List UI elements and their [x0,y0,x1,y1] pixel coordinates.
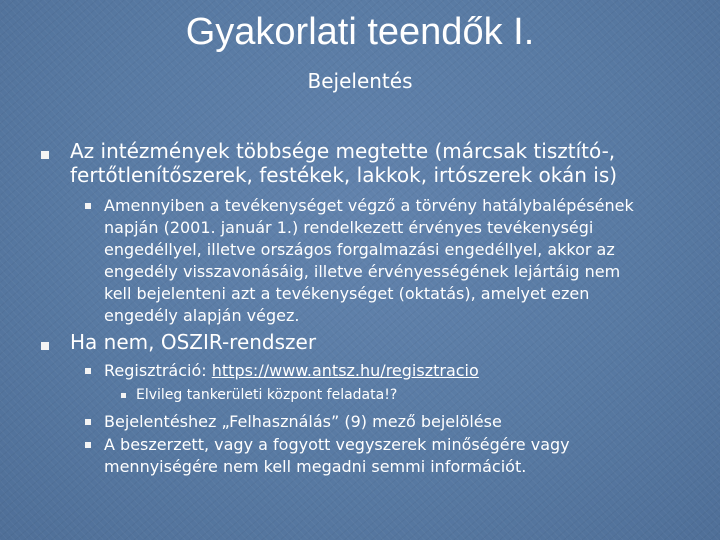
bullet-1-line-1: Az intézmények többsége megtette (márcsak tisztító-, [70,139,616,163]
sub-bullet-2-text: Bejelentéshez „Felhasználás” (9) mező bejelölése [104,412,502,431]
sub-bullet-line-4: engedély visszavonásáig, illetve érvényességének lejártáig nem [104,262,621,281]
square-bullet-icon [85,368,91,374]
bullet-1-line-2: fertőtlenítőszerek, festékek, lakkok, irtószerek okán is) [70,163,618,187]
square-bullet-icon [85,419,91,425]
square-bullet-icon [41,151,49,159]
square-bullet-icon [85,203,91,209]
sub-bullet-line-6: engedély alapján végez. [104,306,300,325]
square-bullet-icon [41,342,49,350]
slide-title: Gyakorlati teendők I. [185,11,535,53]
registration-label: Regisztráció: [104,361,212,380]
sub-bullet-line-1: Amennyiben a tevékenységet végző a törvény hatálybalépésének [104,196,634,215]
registration-link[interactable]: https://www.antsz.hu/regisztracio [211,361,479,380]
square-bullet-icon [121,393,126,398]
sub-sub-bullet-text: Elvileg tankerületi központ feladata!? [136,387,398,403]
sub-bullet-3-line-1: A beszerzett, vagy a fogyott vegyszerek minőségére vagy [104,435,570,454]
bullet-2-text: Ha nem, OSZIR-rendszer [70,330,317,354]
slide-subtitle: Bejelentés [307,69,413,93]
sub-bullet-line-5: kell bejelenteni azt a tevékenységet (oktatás), amelyet ezen [104,284,590,303]
square-bullet-icon [85,442,91,448]
registration-line [104,361,479,381]
sub-bullet-3-line-2: mennyiségére nem kell megadni semmi információt. [104,457,527,476]
sub-bullet-line-2: napján (2001. január 1.) rendelkezett érvényes tevékenységi [104,218,594,237]
sub-bullet-line-3: engedéllyel, illetve országos forgalmazási engedéllyel, akkor az [104,240,615,259]
